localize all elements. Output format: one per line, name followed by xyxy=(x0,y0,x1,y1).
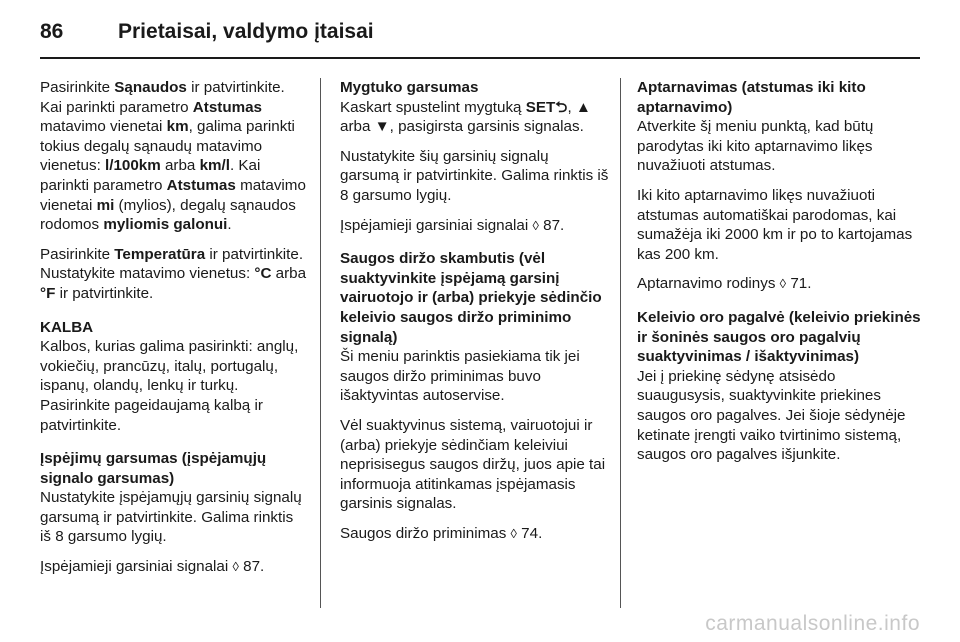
section-kalba xyxy=(40,318,308,436)
column-3 xyxy=(637,78,922,475)
page-number: 86 xyxy=(40,20,64,43)
cross-reference[interactable]: Aptarnavimo rodinys ◊ 71. xyxy=(637,275,812,293)
reference-icon: ◊ xyxy=(532,217,539,233)
cross-reference[interactable]: Įspėjamieji garsiniai signalai ◊ 87. xyxy=(340,216,565,234)
section-text: Jei į priekinę sėdynę atsisėdo suaugusysis, suaktyvinkite priekines saugos oro pagalves. Jei šioje sėdynėje ketinate įrengti vaiko tvirtinimo sistemą, saugos oro pagalves išjunkite. xyxy=(637,367,906,464)
back-arrow-icon: ⮌ xyxy=(555,98,568,116)
page-header xyxy=(40,12,920,48)
header-rule xyxy=(40,57,920,59)
section-text: Kaskart spustelint mygtuką SET⮌, ▲ arba ▼, pasigirsta garsinis signalas. xyxy=(340,98,591,136)
section-text: Nustatykite šių garsinių signalų garsumą ir patvirtinkite. Galima rinktis iš 8 garsumo lygių. xyxy=(340,147,609,204)
section-airbag xyxy=(637,308,922,465)
section-text: Iki kito aptarnavimo likęs nuvažiuoti atstumas automatiškai parodomas, kai sumažėja iki 2000 km ir po to kartojamas kas 200 km. xyxy=(637,186,913,263)
reference-icon: ◊ xyxy=(232,559,239,575)
column-divider xyxy=(320,78,321,608)
cross-reference[interactable]: Saugos diržo priminimas ◊ 74. xyxy=(340,524,543,542)
section-text: Atverkite šį meniu punktą, kad būtų parodytas iki kito aptarnavimo likęs nuvažiuoti atstumas. xyxy=(637,118,874,175)
section-seatbelt-chime xyxy=(340,249,610,543)
cross-reference[interactable]: Įspėjamieji garsiniai signalai ◊ 87. xyxy=(40,558,265,576)
section-text: Vėl suaktyvinus sistemą, vairuotojui ir (arba) priekyje sėdinčiam keleiviui neprisisegus saugos diržų, juos apie tai informuoja atitinkamas įspėjamasis garsinis signalas. xyxy=(340,416,606,513)
reference-icon: ◊ xyxy=(510,525,517,541)
section-heading: Saugos diržo skambutis (vėl suaktyvinkite įspėjamą garsinį vairuotojo ir (arba) priekyje sėdinčio keleivio saugos diržo priminimo signalą) xyxy=(340,250,602,346)
section-heading: Mygtuko garsumas xyxy=(340,79,479,96)
section-heading: KALBA xyxy=(40,318,94,336)
temperature-paragraph: Pasirinkite Temperatūra ir patvirtinkite. Nustatykite matavimo vienetus: °C arba °F ir patvirtinkite. xyxy=(40,245,307,302)
watermark: carmanualsonline.info xyxy=(705,612,920,635)
reference-icon: ◊ xyxy=(779,276,787,292)
section-text: Kalbos, kurias galima pasirinkti: anglų, vokiečių, prancūzų, italų, portugalų, ispanų, olandų, lenkų ir turkų. Pasirinkite pageidaujamą kalbą ir patvirtinkite. xyxy=(40,338,299,434)
section-warning-volume xyxy=(40,449,308,577)
page-title: Prietaisai, valdymo įtaisai xyxy=(118,20,374,43)
section-heading: Keleivio oro pagalvė (keleivio priekinės ir šoninės saugos oro pagalvių suaktyvinimas / išaktyvinimas) xyxy=(637,308,921,366)
column-divider xyxy=(620,78,621,608)
section-service xyxy=(637,78,922,294)
section-heading: Aptarnavimas (atstumas iki kito aptarnavimo) xyxy=(637,79,866,116)
column-1 xyxy=(40,78,308,587)
column-2 xyxy=(340,78,610,553)
section-heading: Įspėjimų garsumas (įspėjamųjų signalo garsumas) xyxy=(40,450,267,487)
units-consumption-paragraph: Pasirinkite Sąnaudos ir patvirtinkite. Kai parinkti parametro Atstumas matavimo vienetai km, galima parinkti tokius degalų sąnaudų matavimo vienetus: l/100km arba km/l. Kai parinkti parametro Atstumas matavimo vienetai mi (mylios), degalų sąnaudos rodomos myliomis galonui. xyxy=(40,79,306,234)
section-text: Nustatykite įspėjamųjų garsinių signalų garsumą ir patvirtinkite. Galima rinktis iš 8 garsumo lygių. xyxy=(40,489,302,546)
section-button-volume xyxy=(340,78,610,235)
section-text: Ši meniu parinktis pasiekiama tik jei saugos diržo priminimas buvo išaktyvintas autoservise. xyxy=(340,348,580,405)
